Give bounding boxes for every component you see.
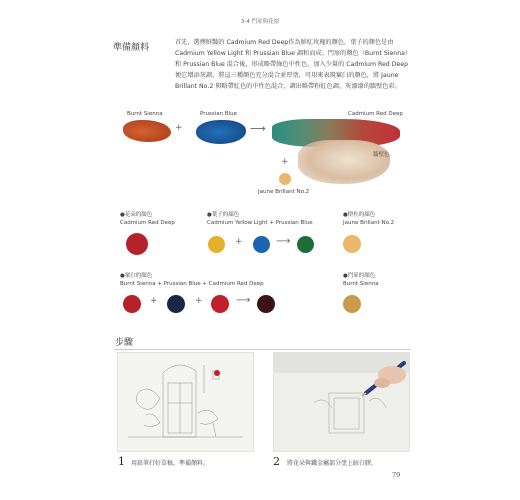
palette-sub-door: Burnt Sienna [343,281,379,287]
step1-text: 用鉛筆打好草稿，準備顏料。 [131,460,210,467]
palette-sub-leaf: Cadmium Yellow Light + Prussian Blue [207,220,313,226]
swatch-jaune [279,173,291,185]
swatch-leaf-blue [253,236,270,253]
masking-fluid-photo-image [274,353,409,451]
swatch-door-sienna [343,295,361,313]
running-header: 3-4 門扉與花窗 [240,19,280,25]
plus-sign: + [281,157,289,167]
swatch-burnt-sienna [123,120,171,142]
palette-title-door: ●門扉的顏色 [343,273,376,279]
swatch-prussian-blue [196,120,246,144]
label-jaune: Jaune Brillant No.2 [258,189,310,195]
swatch-shade-navy [167,295,185,313]
step2-number: 2 [273,455,280,468]
plus-sign: + [150,296,158,306]
swatch-shade-red [123,295,141,313]
label-burnt-sienna: Burnt Sienna [127,111,163,117]
step2-photo [273,352,410,452]
intro-paragraph: 首先，選擇鮮豔的 Cadmium Red Deep作為鮮紅玫瑰的顏色，葉子的顏色是由 Cadmium Yellow Light 和 Prussian Blue 調和而成。門扉的顏色（Burnt Sienna）和 Prussian Blue 混合後，形成略帶綠色中性色，加入少量的 Cadmium Red Deep 便它增添灰調，將這三種顏色充分混合並厚塗，可用來表現窠臼的顏色，將 Jaune Brillant No.2 與略帶紅色的中性色混合，調出略帶粉紅色調、灰濛濛的牆壁色彩。 [175,39,412,90]
page-number: 79 [392,471,401,479]
arrow-right-icon: ⟶ [276,236,291,247]
plus-sign: + [175,123,183,133]
swatch-light-jaune [343,235,361,253]
section-title-steps: 步驟 [115,338,134,348]
label-prussian-blue: Prussian Blue [200,111,238,117]
palette-title-leaf: ●葉子的顏色 [207,212,240,218]
arrow-right-icon: ⟶ [236,295,251,306]
swatch-leaf-green [297,236,314,253]
arrow-right-icon: ⟶ [250,122,266,135]
palette-title-shade: ●窠臼的顏色 [120,273,153,279]
palette-sub-light: Jaune Brillant No.2 [343,220,395,226]
swatch-wall-wash [298,140,390,184]
label-cadmium-red-deep: Cadmium Red Deep [348,111,403,117]
swatch-leaf-yellow [208,236,225,253]
plus-sign: + [235,237,243,247]
label-wall-color: 牆壁色 [373,152,390,158]
plus-sign: + [195,296,203,306]
palette-title-flower: ●花朵的顏色 [120,212,153,218]
palette-sub-shade: Burnt Sienna + Prussian Blue + Cadmium Red Deep [120,281,264,287]
swatch-shade-result [257,295,275,313]
swatch-shade-cadmium [211,295,229,313]
step2-text: 將花朵與鐵金屬部分塗上暗白膠。 [287,460,378,467]
palette-sub-flower: Cadmium Red Deep [120,220,175,226]
palette-title-light: ●燈柱的顏色 [343,212,376,218]
step1-photo [117,352,254,452]
swatch-flower-red [126,233,148,255]
section-divider [115,349,411,350]
pencil-sketch-image [118,353,253,451]
section-title-prepare-paint: 準備顏料 [113,43,150,53]
step1-number: 1 [118,455,125,468]
